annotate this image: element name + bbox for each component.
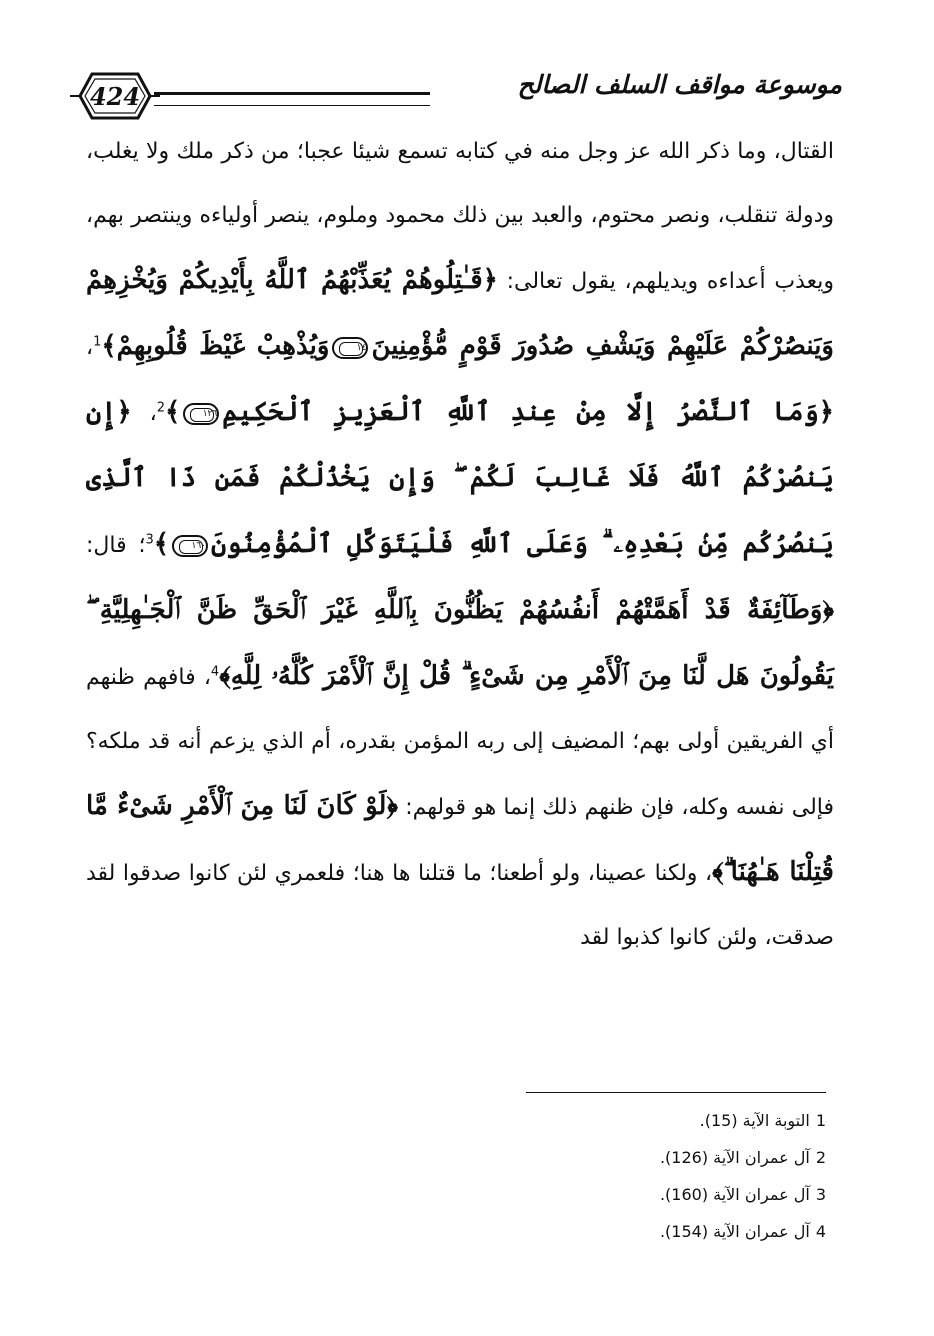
quran-verse-2-end: ﴾ [164, 397, 181, 427]
main-text [86, 120, 834, 970]
footnote-number: 3 [815, 1185, 826, 1204]
footnote-ref-1[interactable]: 1 [93, 334, 102, 350]
footnote-number: 1 [815, 1111, 826, 1130]
footnote-number: 2 [815, 1148, 826, 1167]
quran-verse-1b: وَيُذْهِبْ غَيْظَ قُلُوبِهِمْ﴾ [101, 331, 330, 361]
separator: ، [86, 335, 94, 360]
footnote-text: التوبة الآية (15). [699, 1111, 810, 1130]
footnote-ref-2[interactable]: 2 [156, 400, 165, 416]
ayah-end-marker [183, 403, 219, 425]
quran-verse-5: ﴿لَوْ كَانَ لَنَا مِنَ ٱلْأَمْرِ شَىْءٌ مَّا قُتِلْنَا هَـٰهُنَا ۗ﴾ [86, 791, 834, 887]
footnote-ref-3[interactable]: 3 [145, 532, 154, 548]
ayah-number: ١٢٦ [202, 409, 218, 419]
ayah-end-marker [172, 535, 208, 557]
footnote-item [500, 1106, 826, 1143]
footnote-divider [526, 1092, 826, 1093]
footnote-text: آل عمران الآية (126). [659, 1148, 810, 1167]
page-number-badge [70, 70, 160, 122]
ayah-number: ١٤ [356, 343, 367, 353]
ayah-number: ١٦٠ [191, 541, 207, 551]
footnote-item [500, 1217, 826, 1254]
footnote-item [500, 1143, 826, 1180]
separator: ، [131, 401, 157, 426]
header-rule [154, 92, 430, 106]
quran-verse-1: ﴿قَـٰتِلُوهُمْ يُعَذِّبْهُمُ ٱللَّهُ بِأَيْدِيكُمْ وَيُخْزِهِمْ وَيَنصُرْكُمْ عَلَيْهِمْ وَيَشْفِ صُدُورَ قَوْمٍ مُّؤْمِنِينَ [86, 265, 834, 361]
paragraph-qala: ؛ قال: [86, 533, 146, 558]
page-header [70, 64, 842, 124]
footnote-ref-4[interactable]: 4 [210, 664, 220, 680]
quran-verse-3-end: ﴾ [153, 529, 170, 559]
paragraph-intro: القتال، وما ذكر الله عز وجل منه في كتابه تسمع شيئا عجبا؛ من ذكر ملك ولا يغلب، ودولة تنقلب، ونصر محتوم، والعبد بين ذلك محمود وملوم، ينصر أولياءه وينتصر بهم، ويعذب أعداءه ويديلهم، يقول تعالى: [86, 139, 834, 294]
footnote-number: 4 [815, 1222, 826, 1241]
paragraph-commentary: ، فافهم ظنهم أي الفريقين أولى بهم؛ المضيف إلى ربه المؤمن بقدره، أم الذي يزعم أنه قد ملكه؟ فإلى نفسه وكله، فإن ظنهم ذلك إنما هو قولهم: [86, 665, 834, 820]
footnotes-list [500, 1106, 826, 1254]
footnote-item [500, 1180, 826, 1217]
footnote-text: آل عمران الآية (160). [659, 1185, 810, 1204]
footnote-text: آل عمران الآية (154). [659, 1222, 810, 1241]
paragraph-closing: ، ولكنا عصينا، ولو أطعنا؛ ما قتلنا ها هنا؛ فلعمري لئن كانوا صدقوا لقد صدقت، ولئن كانوا كذبوا لقد [86, 861, 834, 950]
ayah-end-marker [332, 337, 368, 359]
page-number: 424 [89, 82, 141, 111]
quran-verse-4: ﴿وَطَآئِفَةٌ قَدْ أَهَمَّتْهُمْ أَنفُسُهُمْ يَظُنُّونَ بِٱللَّهِ غَيْرَ ٱلْحَقِّ ظَنَّ ٱلْجَـٰهِلِيَّةِ ۖ يَقُولُونَ هَل لَّنَا مِنَ ٱلْأَمْرِ مِن شَىْءٍ ۗ قُلْ إِنَّ ٱلْأَمْرَ كُلَّهُۥ لِلَّهِ﴾ [86, 595, 834, 691]
quran-verse-2: ﴿وَمَا ٱلنَّصْرُ إِلَّا مِنْ عِندِ ٱللَّهِ ٱلْعَزِيزِ ٱلْحَكِيمِ [222, 397, 834, 427]
book-title: موسوعة مواقف السلف الصالح [517, 70, 842, 99]
quran-verse-3: ﴿إِن يَنصُرْكُمُ ٱللَّهُ فَلَا غَالِبَ لَكُمْ ۖ وَإِن يَخْذُلْكُمْ فَمَن ذَا ٱلَّذِى يَنصُرُكُم مِّنۢ بَعْدِهِۦ ۗ وَعَلَى ٱللَّهِ فَلْيَتَوَكَّلِ ٱلْمُؤْمِنُونَ [86, 397, 834, 559]
